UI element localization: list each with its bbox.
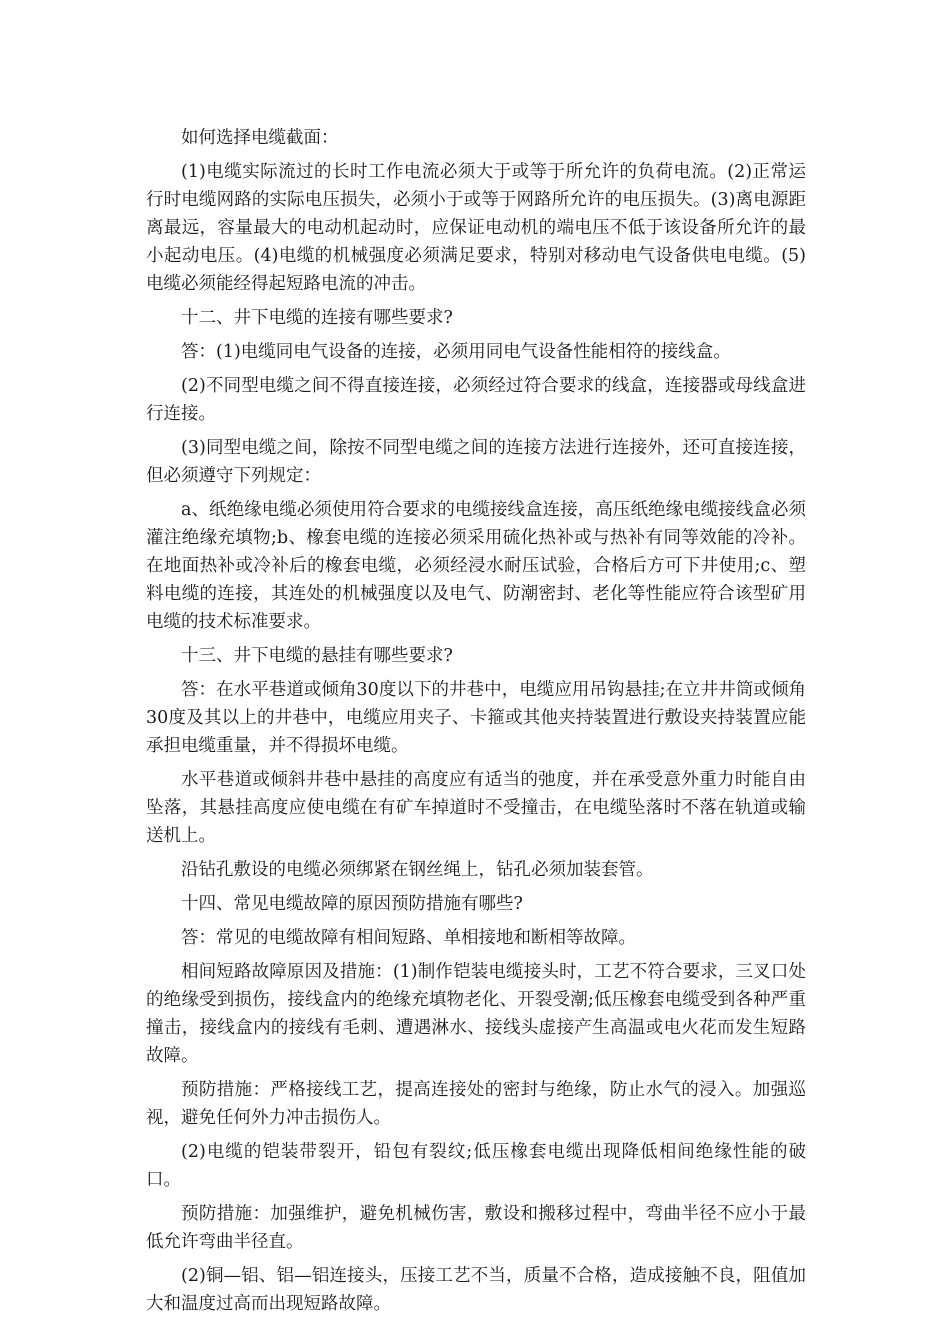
paragraph: 相间短路故障原因及措施：(1)制作铠装电缆接头时，工艺不符合要求，三叉口处的绝缘受到损伤，接线盒内的绝缘充填物老化、开裂受潮;低压橡套电缆受到各种严重撞击，接线盒内的接线有毛刺、遭遇淋水、接线头虚接产生高温或电火花而发生短路故障。 [146,962,806,1066]
question-heading: 十三、井下电缆的悬挂有哪些要求? [181,646,453,666]
paragraph: (2)电缆的铠装带裂开，铅包有裂纹;低压橡套电缆出现降低相间绝缘性能的破口。 [146,1142,806,1190]
paragraph: 水平巷道或倾斜井巷中悬挂的高度应有适当的弛度，并在承受意外重力时能自由坠落，其悬挂高度应使电缆在有矿车掉道时不受撞击，在电缆坠落时不落在轨道或输送机上。 [146,770,806,846]
document-body [146,124,806,1324]
paragraph: 答：常见的电缆故障有相间短路、单相接地和断相等故障。 [181,928,636,948]
paragraph: 沿钻孔敷设的电缆必须绑紧在钢丝绳上，钻孔必须加装套管。 [181,860,654,880]
paragraph: 预防措施：加强维护，避免机械伤害，敷设和搬移过程中，弯曲半径不应小于最低允许弯曲半径直。 [146,1204,806,1252]
paragraph: (2)不同型电缆之间不得直接连接，必须经过符合要求的线盒，连接器或母线盒进行连接。 [146,376,806,424]
paragraph: a、纸绝缘电缆必须使用符合要求的电缆接线盒连接，高压纸绝缘电缆接线盒必须灌注绝缘充填物;b、橡套电缆的连接必须采用硫化热补或与热补有同等效能的冷补。在地面热补或冷补后的橡套电缆，必须经浸水耐压试验，合格后方可下井使用;c、塑料电缆的连接，其连处的机械强度以及电气、防潮密封、老化等性能应符合该型矿用电缆的技术标准要求。 [146,500,806,632]
paragraph: 预防措施：严格接线工艺，提高连接处的密封与绝缘，防止水气的浸入。加强巡视，避免任何外力冲击损伤人。 [146,1080,806,1128]
paragraph: (3)同型电缆之间，除按不同型电缆之间的连接方法进行连接外，还可直接连接，但必须遵守下列规定： [146,438,806,486]
paragraph: 答：在水平巷道或倾角30度以下的井巷中，电缆应用吊钩悬挂;在立井井筒或倾角30度及其以上的井巷中，电缆应用夹子、卡箍或其他夹持装置进行敷设夹持装置应能承担电缆重量，并不得损坏电缆。 [146,680,806,756]
question-heading: 十二、井下电缆的连接有哪些要求? [181,308,453,328]
paragraph: 答：(1)电缆同电气设备的连接，必须用同电气设备性能相符的接线盒。 [181,342,731,362]
section-heading: 如何选择电缆截面： [181,128,339,148]
paragraph: (2)铜—铝、铝—铝连接头，压接工艺不当，质量不合格，造成接触不良，阻值加大和温度过高而出现短路故障。 [146,1266,806,1314]
paragraph: (1)电缆实际流过的长时工作电流必须大于或等于所允许的负荷电流。(2)正常运行时电缆网路的实际电压损失，必须小于或等于网路所允许的电压损失。(3)离电源距离最远，容量最大的电动机起动时，应保证电动机的端电压不低于该设备所允许的最小起动电压。(4)电缆的机械强度必须满足要求，特别对移动电气设备供电电缆。(5)电缆必须能经得起短路电流的冲击。 [146,162,806,294]
question-heading: 十四、常见电缆故障的原因预防措施有哪些? [181,894,523,914]
